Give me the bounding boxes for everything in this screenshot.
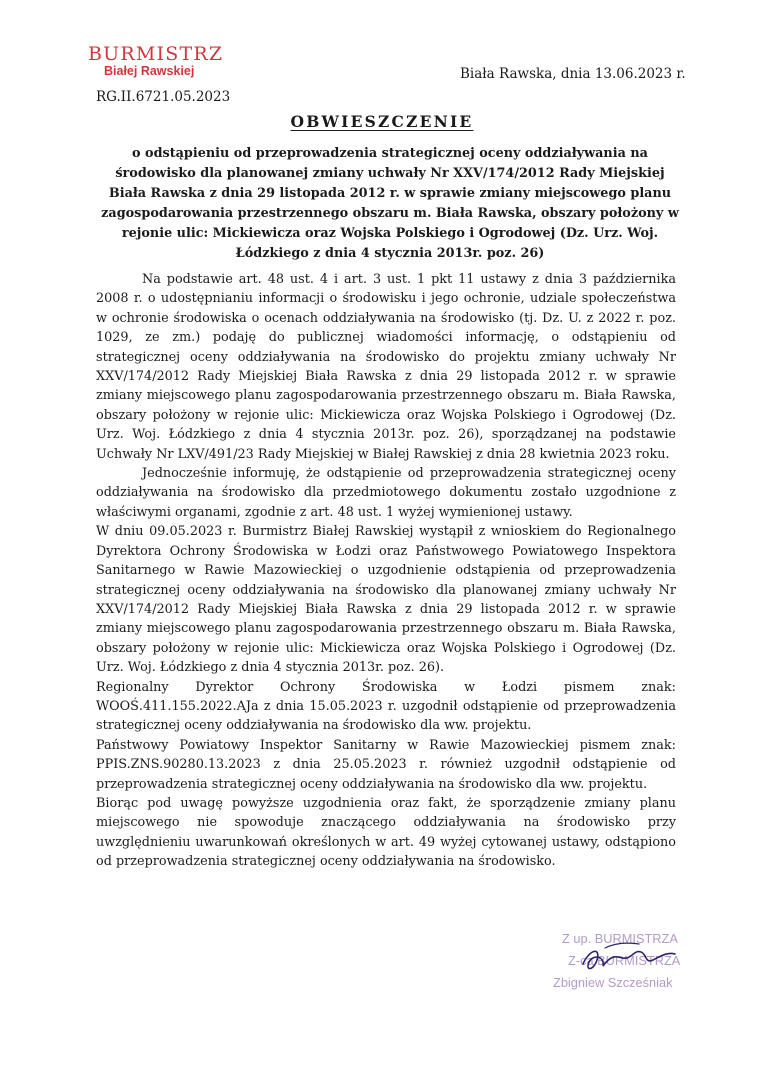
body-paragraph: Regionalny Dyrektor Ochrony Środowiska w Łodzi pismem znak: WOOŚ.411.155.2022.AJa z dnia 15.05.2023 r. uzgodnił odstąpienie od przeprowadzenia strategicznej oceny oddziaływania na środowisko dla ww. projektu. xyxy=(96,679,676,734)
document-title: OBWIESZCZENIE xyxy=(290,112,474,131)
body-paragraph: Państwowy Powiatowy Inspektor Sanitarny w Rawie Mazowieckiej pismem znak: PPIS.ZNS.90280.13.2023 z dnia 25.05.2023 r. również uzgodnił odstąpienie od przeprowadzenia strategicznej oceny oddziaływania na środowisko dla ww. projektu. xyxy=(96,737,676,792)
reference-number: RG.II.6721.05.2023 xyxy=(96,89,231,105)
document-subject: o odstąpieniu od przeprowadzenia strategicznej oceny oddziaływania na środowisko dla planowanej zmiany uchwały Nr XXV/174/2012 Rady Miejskiej Biała Rawska z dnia 29 listopada 2012 r. w sprawie zmiany miejscowego planu zagospodarowania przestrzennego obszaru m. Biała Rawska, obszary położony w rejonie ulic: Mickiewicza oraz Wojska Polskiego i Ogrodowej (Dz. Urz. Woj. Łódzkiego z dnia 4 stycznia 2013r. poz. 26) xyxy=(101,146,679,261)
signature-stamp-line2: Z-ca BURMISTRZA xyxy=(568,953,681,968)
office-stamp-subtitle: Białej Rawskiej xyxy=(104,64,195,78)
document-body xyxy=(96,270,676,872)
handwritten-signature-icon xyxy=(575,930,685,980)
signature-stamp-name: Zbigniew Szcześniak xyxy=(553,975,673,990)
body-paragraph: Biorąc pod uwagę powyższe uzgodnienia oraz fakt, że sporządzenie zmiany planu miejscowego nie spowoduje znaczącego oddziaływania na środowisko przy uwzględnieniu uwarunkowań określonych w art. 49 wyżej cytowanej ustawy, odstąpiono od przeprowadzenia strategicznej oceny oddziaływania na środowisko. xyxy=(96,795,676,870)
office-stamp-title: BURMISTRZ xyxy=(88,43,224,65)
place-and-date: Biała Rawska, dnia 13.06.2023 r. xyxy=(460,66,686,82)
signature-stamp-line1: Z up. BURMISTRZA xyxy=(562,931,678,946)
body-paragraph: W dniu 09.05.2023 r. Burmistrz Białej Rawskiej wystąpił z wnioskiem do Regionalnego Dyrektora Ochrony Środowiska w Łodzi oraz Państwowego Powiatowego Inspektora Sanitarnego w Rawie Mazowieckiej o uzgodnienie odstąpienia od przeprowadzenia strategicznej oceny oddziaływania na środowisko dla planowanej zmiany uchwały Nr XXV/174/2012 Rady Miejskiej Biała Rawska z dnia 29 listopada 2012 r. w sprawie zmiany miejscowego planu zagospodarowania przestrzennego obszaru m. Biała Rawska, obszary położony w rejonie ulic: Mickiewicza oraz Wojska Polskiego i Ogrodowej (Dz. Urz. Woj. Łódzkiego z dnia 4 stycznia 2013r. poz. 26). xyxy=(96,524,676,676)
body-paragraph: Na podstawie art. 48 ust. 4 i art. 3 ust. 1 pkt 11 ustawy z dnia 3 października 2008 r. o udostępnianiu informacji o środowisku i jego ochronie, udziale społeczeństwa w ochronie środowiska o ocenach oddziaływania na środowisko (tj. Dz. U. z 2022 r. poz. 1029, ze zm.) podaję do publicznej wiadomości informację, o odstąpieniu od strategicznej oceny oddziaływania na środowisko do projektu zmiany uchwały Nr XXV/174/2012 Rady Miejskiej Biała Rawska z dnia 29 listopada 2012 r. w sprawie zmiany miejscowego planu zagospodarowania przestrzennego obszaru m. Biała Rawska, obszary położony w rejonie ulic: Mickiewicza oraz Wojska Polskiego i Ogrodowej (Dz. Urz. Woj. Łódzkiego z dnia 4 stycznia 2013r. poz. 26), sporządzanej na podstawie Uchwały Nr LXV/491/23 Rady Miejskiej w Białej Rawskiej z dnia 28 kwietnia 2023 roku. xyxy=(96,272,676,462)
body-paragraph: Jednocześnie informuję, że odstąpienie od przeprowadzenia strategicznej oceny oddziaływania na środowisko dla przedmiotowego dokumentu zostało uzgodnione z właściwymi organami, zgodnie z art. 48 ust. 1 wyżej wymienionej ustawy. xyxy=(96,466,676,520)
